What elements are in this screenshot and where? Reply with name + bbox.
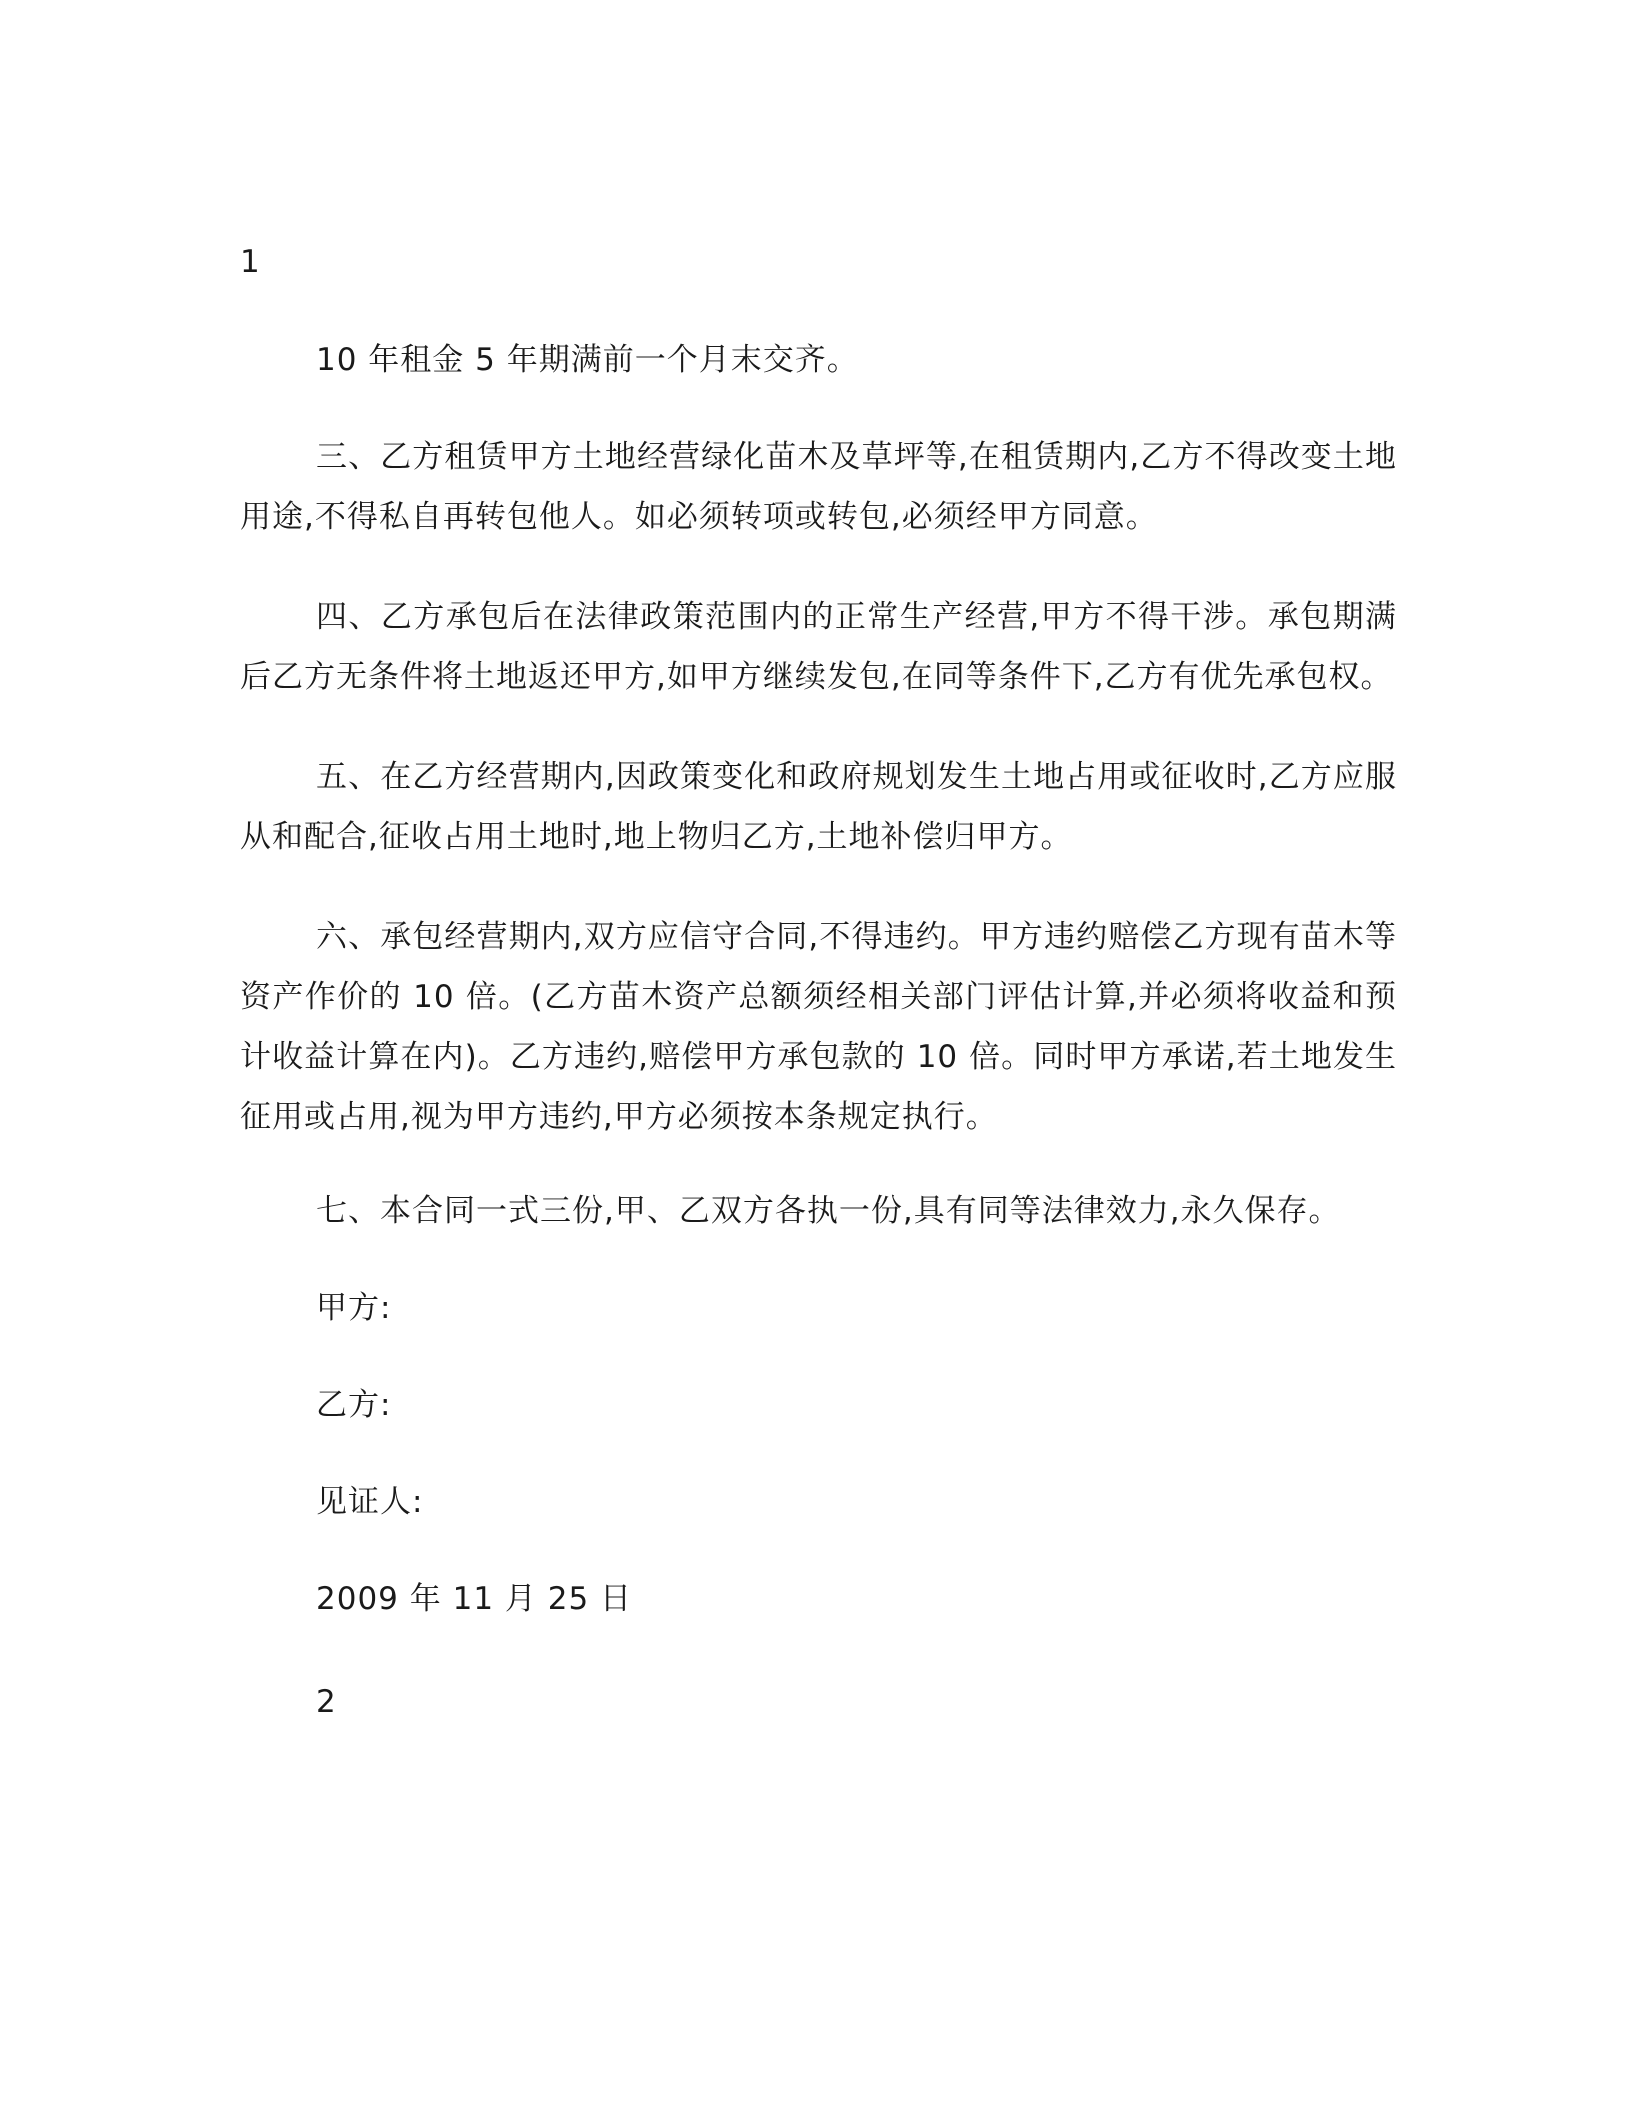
clause-4: 四、乙方承包后在法律政策范围内的正常生产经营,甲方不得干涉。承包期满后乙方无条件将土地返还甲方,如甲方继续发包,在同等条件下,乙方有优先承包权。 bbox=[240, 599, 1397, 695]
clause-7: 七、本合同一式三份,甲、乙双方各执一份,具有同等法律效力,永久保存。 bbox=[316, 1193, 1341, 1229]
clause-6: 六、承包经营期内,双方应信守合同,不得违约。甲方违约赔偿乙方现有苗木等资产作价的 10 倍。(乙方苗木资产总额须经相关部门评估计算,并必须将收益和预计收益计算在内)。乙方违约,赔偿甲方承包款的 10 倍。同时甲方承诺,若土地发生征用或占用,视为甲方违约,甲方必须按本条规定执行。 bbox=[240, 919, 1397, 1135]
party-a-signature-label: 甲方: bbox=[316, 1290, 392, 1326]
clause-5: 五、在乙方经营期内,因政策变化和政府规划发生土地占用或征收时,乙方应服从和配合,征收占用土地时,地上物归乙方,土地补偿归甲方。 bbox=[240, 759, 1397, 855]
rent-payment-note: 10 年租金 5 年期满前一个月末交齐。 bbox=[316, 342, 859, 378]
witness-signature-label: 见证人: bbox=[316, 1484, 424, 1520]
page-number-top: 1 bbox=[240, 244, 261, 280]
party-b-signature-label: 乙方: bbox=[316, 1387, 392, 1423]
contract-date: 2009 年 11 月 25 日 bbox=[316, 1581, 633, 1617]
clause-3: 三、乙方租赁甲方土地经营绿化苗木及草坪等,在租赁期内,乙方不得改变土地用途,不得私自再转包他人。如必须转项或转包,必须经甲方同意。 bbox=[240, 439, 1397, 535]
page-number-bottom: 2 bbox=[316, 1684, 337, 1720]
